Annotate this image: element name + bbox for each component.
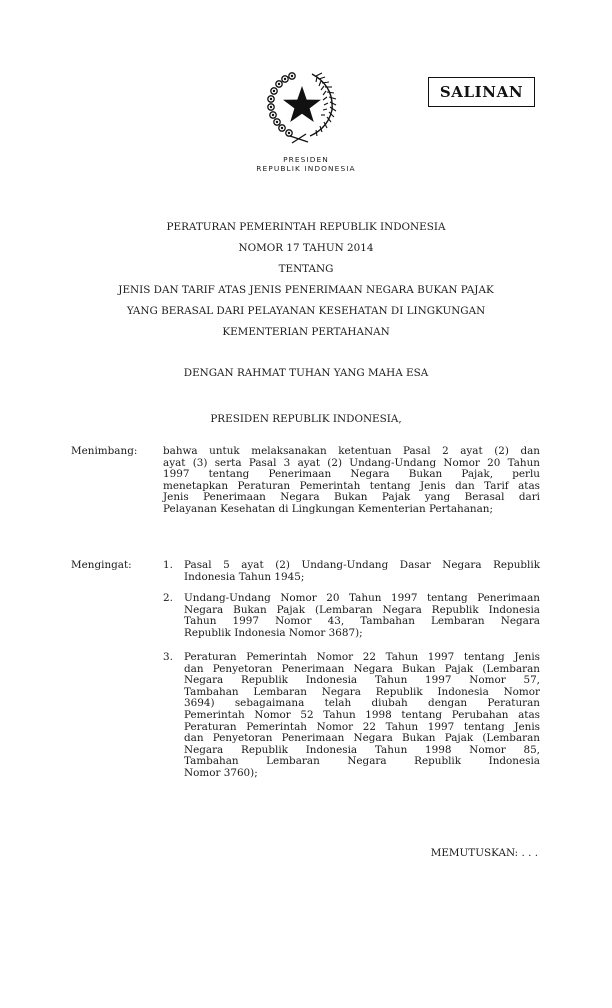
list-number: 1. <box>163 559 173 571</box>
regulation-subject-line-3: KEMENTERIAN PERTAHANAN <box>222 326 390 338</box>
regulation-title: PERATURAN PEMERINTAH REPUBLIK INDONESIA <box>166 221 446 233</box>
list-line: Peraturan Pemerintah Nomor 22 Tahun 1997 tentang Jenis <box>184 651 540 663</box>
regulation-number: NOMOR 17 TAHUN 2014 <box>238 242 374 254</box>
continuation-marker: MEMUTUSKAN: . . . <box>430 847 538 859</box>
regulation-subject-line-1: JENIS DAN TARIF ATAS JENIS PENERIMAAN NEGARA BUKAN PAJAK <box>118 284 494 296</box>
preamble-blessing: DENGAN RAHMAT TUHAN YANG MAHA ESA <box>183 367 429 379</box>
list-line: dan Penyetoran Penerimaan Negara Bukan Pajak (Lembaran <box>184 662 540 675</box>
menimbang-paragraph <box>163 446 540 516</box>
list-number: 2. <box>163 592 173 604</box>
list-line: dan Penyetoran Penerimaan Negara Bukan Pajak (Lembaran <box>184 732 540 745</box>
list-line: Negara Bukan Pajak (Lembaran Negara Republik Indonesia <box>184 603 540 616</box>
list-line: Republik Indonesia Nomor 3687); <box>184 626 363 639</box>
list-line: Pasal 5 ayat (2) Undang-Undang Dasar Negara Republik <box>184 559 540 571</box>
list-line: Peraturan Pemerintah Nomor 22 Tahun 1997 tentang Jenis <box>184 720 540 733</box>
list-line: Nomor 3760); <box>184 766 258 779</box>
menimbang-label: Menimbang: <box>71 445 138 457</box>
copy-stamp: SALINAN <box>428 77 535 107</box>
list-body <box>184 593 540 639</box>
menimbang-line: bahwa untuk melaksanakan ketentuan Pasal 2 ayat (2) dan <box>163 445 540 457</box>
presidential-emblem-icon <box>262 66 342 146</box>
list-line: Tambahan Lembaran Negara Republik Indonesia <box>184 755 540 768</box>
menimbang-line: ayat (3) serta Pasal 3 ayat (2) Undang-Undang Nomor 20 Tahun <box>163 456 540 469</box>
emblem-caption-president: PRESIDEN <box>283 155 329 164</box>
list-line: Undang-Undang Nomor 20 Tahun 1997 tentang Penerimaan <box>184 592 540 604</box>
list-number: 3. <box>163 651 173 663</box>
list-line: Tambahan Lembaran Negara Republik Indonesia Nomor <box>184 685 540 698</box>
preamble-authority: PRESIDEN REPUBLIK INDONESIA, <box>210 413 402 425</box>
mengingat-label: Mengingat: <box>71 559 132 571</box>
list-body <box>184 652 540 780</box>
menimbang-line: Jenis Penerimaan Negara Bukan Pajak yang Berasal dari <box>163 491 540 504</box>
list-line: Negara Republik Indonesia Tahun 1998 Nomor 85, <box>184 743 540 756</box>
list-line: Pemerintah Nomor 52 Tahun 1998 tentang Perubahan atas <box>184 708 540 721</box>
regulation-subject-line-2: YANG BERASAL DARI PELAYANAN KESEHATAN DI LINGKUNGAN <box>126 305 486 317</box>
list-body <box>184 560 540 583</box>
regulation-about-label: TENTANG <box>278 263 334 275</box>
menimbang-line: 1997 tentang Penerimaan Negara Bukan Pajak, perlu <box>163 468 540 481</box>
list-line: 3694) sebagaimana telah diubah dengan Peraturan <box>184 697 540 710</box>
menimbang-line: menetapkan Peraturan Pemerintah tentang Jenis dan Tarif atas <box>163 479 540 492</box>
menimbang-line: Pelayanan Kesehatan di Lingkungan Kementerian Pertahanan; <box>163 502 493 515</box>
list-line: Indonesia Tahun 1945; <box>184 570 305 583</box>
list-line: Negara Republik Indonesia Tahun 1997 Nomor 57, <box>184 674 540 687</box>
list-line: Tahun 1997 Nomor 43, Tambahan Lembaran Negara <box>184 615 540 628</box>
emblem-caption-republic: REPUBLIK INDONESIA <box>256 164 356 173</box>
